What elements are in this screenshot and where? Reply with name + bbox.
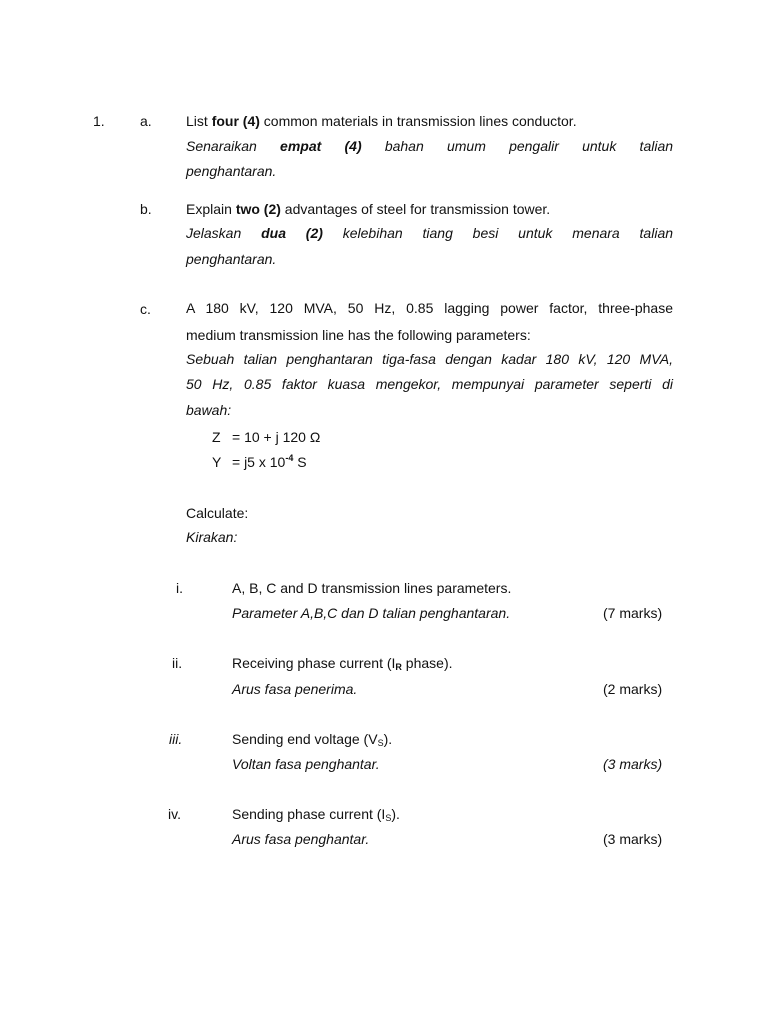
subpart-ii-malay: Arus fasa penerima. xyxy=(232,681,358,697)
subpart-iv-marks: (3 marks) xyxy=(603,831,663,847)
subpart-ii-marks: (2 marks) xyxy=(603,681,663,697)
part-b-english: Explain two (2) advantages of steel for transmission tower. xyxy=(186,201,551,217)
part-a-malay-line1: Senaraikan empat (4) bahan umum pengalir untuk talian xyxy=(186,138,674,154)
subpart-iv-malay: Arus fasa penghantar. xyxy=(232,831,370,847)
subpart-iii-label: iii. xyxy=(169,731,183,747)
part-c-english-line1: A 180 kV, 120 MVA, 50 Hz, 0.85 lagging power factor, three-phase xyxy=(186,300,673,316)
part-c-malay-line2: 50 Hz, 0.85 faktor kuasa mengekor, mempunyai parameter seperti di xyxy=(186,376,673,392)
impedance-symbol: Z xyxy=(212,429,221,445)
part-a-english: List four (4) common materials in transmission lines conductor. xyxy=(186,113,577,129)
subpart-ii-label: ii. xyxy=(172,655,183,671)
part-c-malay-line3: bawah: xyxy=(186,402,232,418)
admittance-value: = j5 x $10^{-4}$ S xyxy=(232,453,307,470)
part-c-malay-line1: Sebuah talian penghantaran tiga-fasa dengan kadar 180 kV, 120 MVA, xyxy=(186,351,673,367)
subpart-iii-subscript: S xyxy=(377,738,384,748)
calculate-malay: Kirakan: xyxy=(186,529,238,545)
part-a-malay-line2: penghantaran. xyxy=(186,163,277,179)
part-b-malay-line2: penghantaran. xyxy=(186,251,277,267)
subpart-iii-marks: (3 marks) xyxy=(603,756,663,772)
part-a-label: a. xyxy=(140,113,152,129)
part-c-english-line2: medium transmission line has the following parameters: xyxy=(186,327,531,343)
part-b-label: b. xyxy=(140,201,152,217)
subpart-ii-english: Receiving phase current ($I_R$ phase). xyxy=(232,655,453,672)
admittance-symbol: Y xyxy=(212,454,222,470)
subpart-iv-label: iv. xyxy=(168,806,181,822)
part-b-malay-line1: Jelaskan dua (2) kelebihan tiang besi untuk menara talian xyxy=(186,225,674,241)
part-c-label: c. xyxy=(140,301,151,317)
question-number: 1. xyxy=(93,113,105,129)
admittance-exponent: -4 xyxy=(285,453,294,463)
subpart-iv-english: Sending phase current $(I_S)$. xyxy=(232,806,400,823)
calculate-english: Calculate: xyxy=(186,505,249,521)
subpart-iii-malay: Voltan fasa penghantar. xyxy=(232,756,380,772)
subpart-ii-subscript: R xyxy=(395,662,402,672)
subpart-iv-subscript: S xyxy=(385,813,392,823)
subpart-i-malay: Parameter A,B,C dan D talian penghantaran. xyxy=(232,605,511,621)
subpart-i-english: A, B, C and D transmission lines parameters. xyxy=(232,580,512,596)
impedance-value: = 10 + j 120 Ω xyxy=(232,429,321,445)
subpart-i-label: i. xyxy=(176,580,183,596)
subpart-i-marks: (7 marks) xyxy=(603,605,663,621)
subpart-iii-english: Sending end voltage $(V_S)$. xyxy=(232,731,393,748)
